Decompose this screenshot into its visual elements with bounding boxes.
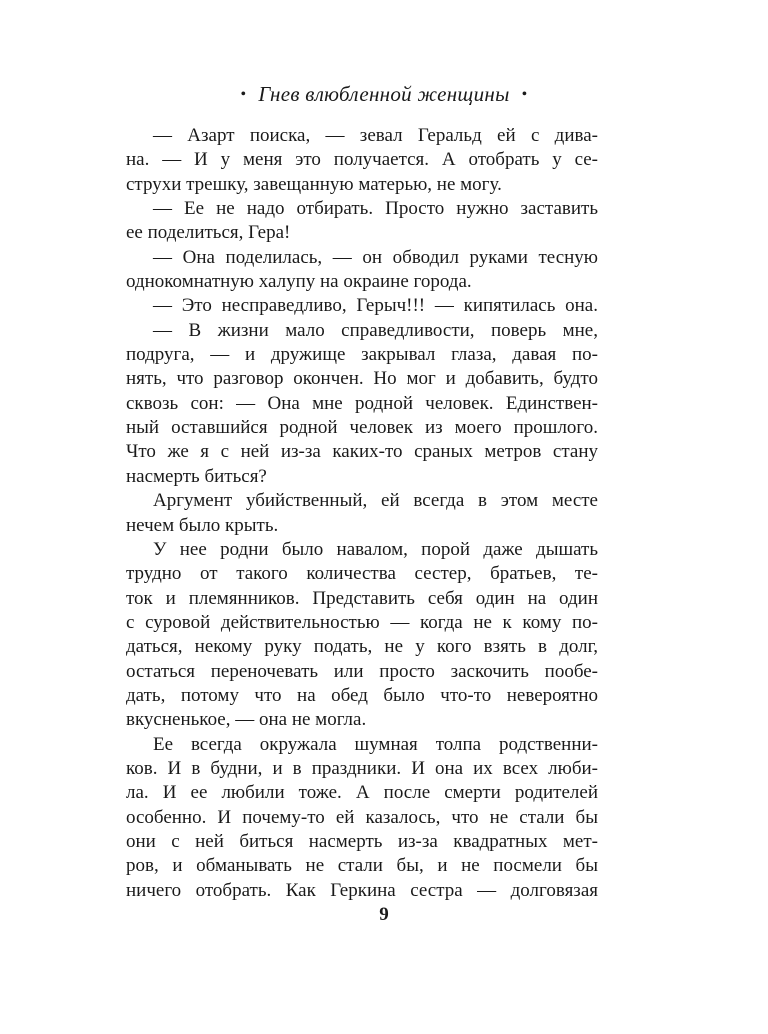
text-line: ее поделиться, Гера! (126, 222, 291, 244)
text-line: ков. И в будни, и в праздники. И она их всех люби- (126, 757, 598, 779)
text-line: они с ней биться насмерть из-за квадратных мет- (126, 830, 598, 852)
text-line: нять, что разговор окончен. Но мог и добавить, будто (126, 368, 598, 390)
text-line: дать, потому что на обед было что-то невероятно (126, 684, 598, 706)
text-line: — Это несправедливо, Герыч!!! — кипятилась она. (153, 295, 598, 317)
text-line: сквозь сон: — Она мне родной человек. Единствен- (126, 392, 598, 414)
text-line: ла. И ее любили тоже. А после смерти родителей (126, 782, 598, 804)
header-bullet-right: • (521, 86, 528, 103)
text-line: струхи трешку, завещанную матерью, не могу. (126, 173, 502, 195)
text-line: подруга, — и дружище закрывал глаза, давая по- (126, 344, 598, 366)
text-line: вкусненькое, — она не могла. (126, 709, 367, 731)
running-header (0, 82, 768, 107)
text-line: ров, и обманывать не стали бы, и не посмели бы (126, 855, 598, 877)
text-line: Аргумент убийственный, ей всегда в этом месте (153, 490, 598, 512)
text-line: ный оставшийся родной человек из моего прошлого. (126, 417, 598, 439)
text-line: Что же я с ней из-за каких-то сраных метров стану (126, 441, 598, 463)
text-line: с суровой действительностью — когда не к кому по- (126, 611, 598, 633)
text-line: — Она поделилась, — он обводил руками тесную (153, 246, 598, 268)
text-line: У нее родни было навалом, порой даже дышать (153, 538, 598, 560)
text-line: насмерть биться? (126, 465, 267, 487)
text-line: однокомнатную халупу на окраине города. (126, 271, 472, 293)
text-line: даться, некому руку подать, не у кого взять в долг, (126, 636, 598, 658)
text-line: трудно от такого количества сестер, братьев, те- (126, 563, 598, 585)
text-line: особенно. И почему-то ей казалось, что не стали бы (126, 806, 598, 828)
text-line: — Ее не надо отбирать. Просто нужно заставить (153, 198, 598, 220)
text-line: Ее всегда окружала шумная толпа родственни- (153, 733, 598, 755)
text-line: нечем было крыть. (126, 514, 279, 536)
text-line: на. — И у меня это получается. А отобрать у се- (126, 149, 598, 171)
text-line: остаться переночевать или просто заскочить пообе- (126, 660, 598, 682)
text-line: — Азарт поиска, — зевал Геральд ей с дива- (153, 125, 598, 146)
running-title: Гнев влюбленной женщины (258, 82, 510, 106)
text-line: ничего отобрать. Как Геркина сестра — долговязая (126, 879, 598, 901)
text-line: ток и племянников. Представить себя один на один (126, 587, 598, 609)
header-bullet-left: • (240, 86, 247, 103)
body-text (126, 124, 598, 903)
text-line: — В жизни мало справедливости, поверь мне, (153, 319, 598, 341)
page-number: 9 (379, 904, 389, 925)
